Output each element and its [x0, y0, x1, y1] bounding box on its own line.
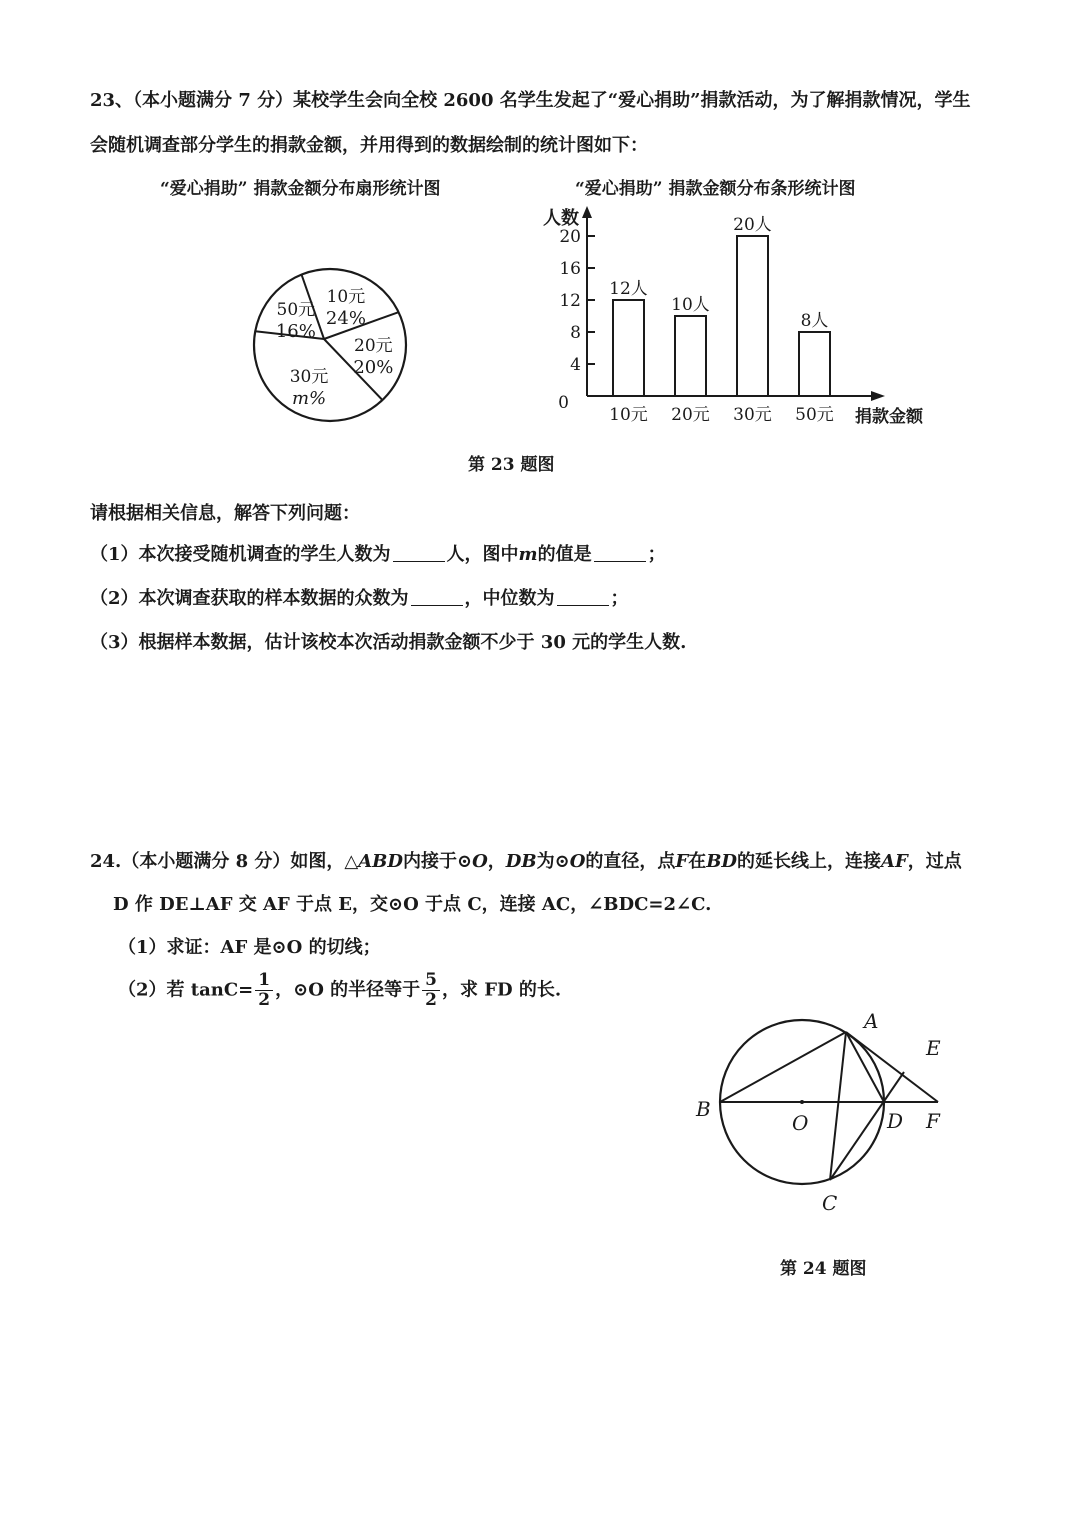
label-a: A	[864, 1009, 879, 1033]
x-tick-label: 20元	[671, 405, 710, 425]
pie-slice-name: 50元	[276, 300, 316, 321]
q24-line1-a: 24.（本小题满分 8 分）如图，△	[90, 851, 359, 872]
q24-sub2-c: ，求 FD 的长.	[441, 979, 562, 1001]
fraction-five-halves	[422, 971, 440, 1010]
center-point	[800, 1100, 804, 1104]
pie-slice-percent: 16%	[275, 321, 316, 343]
q23-sub1-m: m	[518, 544, 538, 565]
q23-sub1	[90, 540, 666, 566]
q23-sub1-text-c: 的值是	[537, 544, 592, 565]
fraction-denominator: 2	[425, 990, 437, 1010]
y-tick-label: 12	[559, 291, 581, 311]
q23-sub2-text-b: ，中位数为	[464, 588, 555, 609]
fraction-denominator: 2	[258, 990, 271, 1010]
q24-line1-d: 为⊙	[536, 851, 570, 872]
q23-line2: 会随机调查部分学生的捐款金额，并用得到的数据绘制的统计图如下：	[90, 135, 648, 156]
label-e: E	[926, 1036, 941, 1060]
y-axis-label: 人数	[543, 208, 579, 229]
fraction-one-half	[255, 971, 273, 1010]
pie-slice-percent: 24%	[325, 307, 366, 329]
q24-line1-c: ，	[487, 851, 506, 872]
q24-line1-b: 内接于⊙	[403, 851, 473, 872]
q24-sub2-b: ，⊙O 的半径等于	[275, 979, 421, 1001]
q24-sub1: （1）求证：AF 是⊙O 的切线；	[118, 937, 381, 958]
q24-line1-af: AF	[881, 851, 908, 872]
y-tick-label: 20	[559, 227, 581, 247]
segment-ba	[720, 1032, 846, 1102]
y-axis-arrow	[582, 206, 592, 218]
label-c: C	[822, 1191, 838, 1215]
bar-data-label: 12人	[609, 279, 648, 299]
segment-ad	[846, 1032, 884, 1102]
q23-sub1-text-a: （1）本次接受随机调查的学生人数为	[90, 544, 391, 565]
segment-af	[846, 1032, 938, 1102]
q23-figure-caption: 第 23 题图	[468, 455, 555, 475]
q24-line1-o1: O	[472, 851, 488, 872]
q23-sub2-text-c: ；	[610, 588, 629, 609]
label-o: O	[792, 1111, 809, 1135]
q23-line1: 23、（本小题满分 7 分）某校学生会向全校 2600 名学生发起了“爱心捐助”捐款活动，为了解捐款情况，学生	[90, 90, 971, 111]
q24-line1	[90, 847, 962, 873]
q24-line1-i: ，过点	[907, 851, 962, 872]
x-tick-label: 50元	[795, 405, 834, 425]
q24-line1-f: F	[675, 851, 689, 872]
bar	[737, 236, 768, 396]
q23-prompt: 请根据相关信息，解答下列问题：	[90, 503, 360, 524]
q24-sub2-a: （2）若 tanC=	[118, 979, 254, 1001]
answer-blank-m[interactable]	[594, 545, 646, 562]
pie-chart	[245, 255, 415, 435]
y-tick-label: 8	[570, 323, 581, 343]
pie-slice-name: 20元	[354, 335, 393, 356]
geometry-figure	[680, 1000, 970, 1230]
bar	[613, 300, 644, 396]
q23-sub2-text-a: （2）本次调查获取的样本数据的众数为	[90, 588, 409, 609]
segment-ac	[830, 1032, 846, 1180]
answer-blank-mode[interactable]	[411, 589, 463, 606]
answer-blank-count[interactable]	[393, 545, 445, 562]
x-tick-label: 30元	[733, 405, 772, 425]
answer-blank-median[interactable]	[557, 589, 609, 606]
q24-sub2	[118, 971, 561, 1010]
q24-line1-db: DB	[505, 851, 537, 872]
x-axis-arrow	[871, 391, 885, 401]
q24-line2: D 作 DE⊥AF 交 AF 于点 E，交⊙O 于点 C，连接 AC，∠BDC=2∠C.	[113, 894, 712, 915]
pie-slice-name: 30元	[289, 366, 329, 387]
q24-line1-abd: ABD	[358, 851, 404, 872]
q24-line1-h: 的延长线上，连接	[737, 851, 882, 872]
pie-slice-percent: 20%	[353, 356, 394, 378]
label-b: B	[696, 1097, 711, 1121]
fraction-numerator: 5	[422, 971, 440, 991]
bar-data-label: 10人	[671, 295, 710, 315]
pie-slice-name: 10元	[326, 286, 366, 307]
q23-sub2	[90, 584, 629, 610]
bar-chart-title: “爱心捐助” 捐款金额分布条形统计图	[575, 179, 856, 199]
bar-data-label: 8人	[800, 311, 829, 331]
q24-line1-o2: O	[569, 851, 586, 872]
bar	[675, 316, 706, 396]
fraction-numerator: 1	[255, 971, 273, 991]
bar-data-label: 20人	[733, 215, 772, 235]
q24-figure-caption: 第 24 题图	[780, 1259, 867, 1279]
pie-chart-title: “爱心捐助” 捐款金额分布扇形统计图	[160, 179, 441, 199]
pie-slice-percent: m%	[291, 387, 327, 409]
label-f: F	[926, 1109, 940, 1133]
bar	[799, 332, 830, 396]
x-axis-label: 捐款金额	[855, 407, 923, 427]
bar-chart	[535, 200, 945, 440]
q23-sub1-text-d: ；	[647, 544, 666, 565]
q24-line1-bd: BD	[706, 851, 738, 872]
y-tick-label: 0	[558, 393, 569, 413]
y-tick-label: 16	[559, 259, 581, 279]
q24-line1-e: 的直径，点	[585, 851, 676, 872]
q23-sub1-text-b: 人，图中	[446, 544, 519, 565]
label-d: D	[887, 1109, 904, 1133]
x-tick-label: 10元	[609, 405, 648, 425]
q24-line1-g: 在	[688, 851, 707, 872]
q23-sub3: （3）根据样本数据，估计该校本次活动捐款金额不少于 30 元的学生人数.	[90, 632, 687, 653]
y-tick-label: 4	[570, 355, 581, 375]
